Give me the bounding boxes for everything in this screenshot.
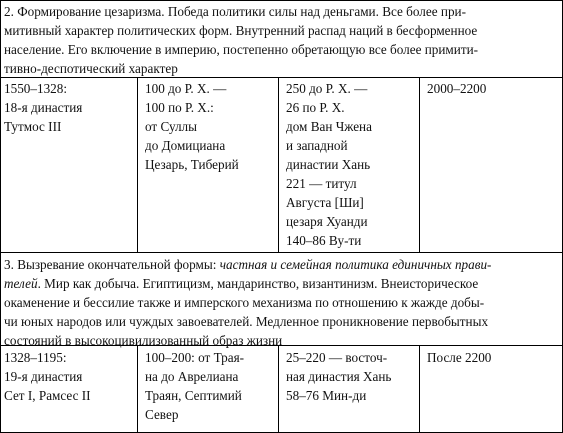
section-3-italic-text: телей	[4, 276, 38, 291]
section-2-description	[4, 2, 557, 78]
cell-line: дом Ван Чжена	[286, 119, 372, 134]
section-3-italic-text: частная и семейная политика единичных прави-	[219, 257, 492, 272]
cell-line: цезаря Хуанди	[286, 214, 368, 229]
cell-line: 100 до Р. Х. —	[145, 81, 227, 96]
row-divider	[0, 252, 563, 253]
cell-line: 250 до Р. Х. —	[286, 81, 368, 96]
cell-line: и западной	[286, 138, 348, 153]
cell-west-section-2	[427, 79, 557, 98]
column-divider	[419, 77, 420, 252]
column-divider	[419, 345, 420, 433]
cell-line: Тутмос III	[4, 119, 62, 134]
cell-line: 221 — титул	[286, 176, 357, 191]
cell-line: Сет I, Рамсес II	[4, 388, 91, 403]
cell-egypt-section-3	[4, 348, 134, 405]
cell-line: на до Аврелиана	[145, 369, 239, 384]
cell-line: ная династия Хань	[286, 369, 392, 384]
section-2-line: 2. Формирование цезаризма. Победа политики силы над деньгами. Все более при-	[4, 4, 466, 19]
cell-line: 2000–2200	[427, 81, 487, 96]
section-3-text: 3. Вызревание окончательной формы:	[4, 257, 220, 272]
section-3-line: состояний в высокоцивилизованный образ жизни	[4, 333, 283, 348]
section-3-line	[4, 255, 557, 274]
cell-line: 19-я династия	[4, 369, 83, 384]
cell-line: 1550–1328:	[4, 81, 68, 96]
cell-line: После 2200	[427, 350, 492, 365]
cell-line: до Домициана	[145, 138, 226, 153]
section-2-line: население. Его включение в империю, постепенно обретающую все более примити-	[4, 42, 479, 57]
section-3-line: окаменение и бессилие также и имперского механизма по отношению к жажде добы-	[4, 295, 485, 310]
cell-antiquity-section-2	[145, 79, 275, 174]
cell-line: 100–200: от Трая-	[145, 350, 245, 365]
cell-line: 140–86 Ву-ти	[286, 233, 362, 248]
cell-china-section-2	[286, 79, 416, 250]
cell-line: династии Хань	[286, 157, 371, 172]
cell-line: Север	[145, 407, 179, 422]
cell-line: 100 по Р. Х.:	[145, 100, 214, 115]
section-3-line	[4, 274, 557, 293]
cell-west-section-3	[427, 348, 557, 367]
section-2-line: тивно-деспотический характер	[4, 61, 178, 76]
section-2-line: митивный характер политических форм. Внутренний распад наций в бесформенное	[4, 23, 478, 38]
cell-line: Траян, Септимий	[145, 388, 242, 403]
cell-antiquity-section-3	[145, 348, 275, 424]
column-divider	[137, 345, 138, 433]
cell-line: от Суллы	[145, 119, 197, 134]
cell-line: 26 по Р. Х.	[286, 100, 345, 115]
cell-line: 18-я династия	[4, 100, 83, 115]
section-3-text: . Мир как добыча. Египтицизм, мандаринство, византинизм. Внеисторическое	[37, 276, 479, 291]
table-border-left	[0, 0, 1, 433]
cell-line: Цезарь, Тиберий	[145, 157, 239, 172]
cell-line: 25–220 — восточ-	[286, 350, 388, 365]
cell-line: 58–76 Мин-ди	[286, 388, 367, 403]
cell-china-section-3	[286, 348, 416, 405]
column-divider	[137, 77, 138, 252]
table-border-top	[0, 0, 563, 1]
section-3-line: чи юных народов или чуждых завоевателей. Медленное проникновение первобытных	[4, 314, 489, 329]
column-divider	[278, 77, 279, 252]
cell-line: 1328–1195:	[4, 350, 67, 365]
column-divider	[278, 345, 279, 433]
cell-egypt-section-2	[4, 79, 134, 136]
section-3-description	[4, 255, 557, 350]
cell-line: Августа [Ши]	[286, 195, 364, 210]
